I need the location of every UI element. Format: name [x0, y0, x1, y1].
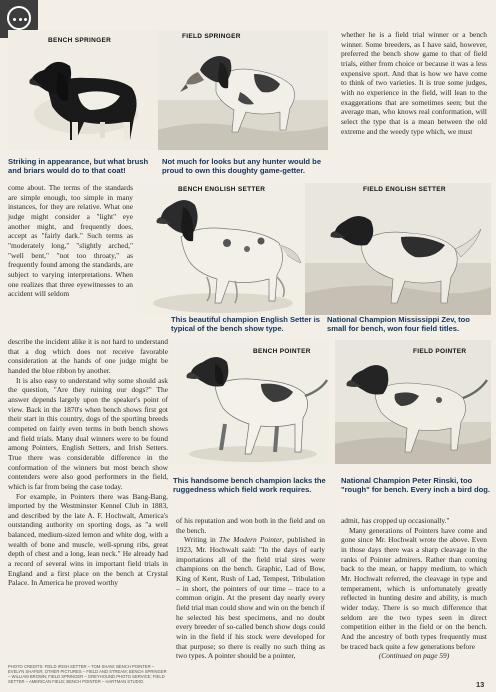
caption-bench-pointer: This handsome bench champion lacks the ruggedness which field work requires. [173, 476, 326, 495]
page-number: 13 [476, 680, 485, 689]
caption-bench-springer: Striking in appearance, but what brush and briars would do to that coat! [8, 157, 149, 176]
bench-pointer-photo [169, 340, 329, 464]
book-title: The Modern Pointer [218, 535, 283, 545]
article-text-right [341, 516, 487, 661]
field-pointer-photo [335, 340, 491, 464]
article-text-middle [176, 516, 325, 661]
field-springer-photo [158, 30, 328, 150]
field-pointer-label: FIELD POINTER [413, 348, 467, 355]
field-english-setter-photo [305, 183, 491, 315]
caption-field-setter: National Champion Mississippi Zev, too small for bench, won four field titles. [327, 315, 470, 334]
article-text-left-wrap [8, 183, 133, 299]
bench-english-setter-photo [137, 183, 305, 315]
paragraph: come about. The terms of the standards are simple enough, too simple in many instances, for they are relative. What one judge might consider a "light" eye another might, and frequently does, accept as "fairly dark." Such terms as "moderately long," "slightly arched," "well bent," "not too throaty," as frequently found among the standards, are subject to varying interpretations. When one realizes that three eyewitnesses to an accident will seldom [8, 183, 133, 299]
more-options-icon [7, 6, 31, 30]
paragraph: describe the incident alike it is not hard to understand that a dog which does not receive favorable consideration at the hands of one judge might be handed the blue ribbon by another. [8, 337, 168, 375]
continued-note: (Continued on page 59) [378, 651, 450, 661]
field-springer-label: FIELD SPRINGER [182, 33, 241, 40]
bench-springer-label: BENCH SPRINGER [48, 37, 112, 44]
paragraph: Many generations of Pointers have come and gone since Mr. Hochwalt wrote the above. Even in those days there was a sharp cleavage in the ranks of Pointer admirers. Rather than coming back to the mean, or happy medium, to which Mr. Hochwalt referred, the cleavage in type and temperament, which is unfortunately greatly reflected in hunting desire and ability, is much wider today. There is so much difference that seldom are the two types seen in direct competition either in the field or on the bench. And the ancestry of both types frequently must be traced back quite a few generations before [341, 525, 487, 651]
paragraph: For example, in Pointers there was Bang-Bang, imported by the Westminster Kennel Club in 1883, and described by the late A. F. Hochwalt, America's outstanding authority on sporting dogs, as "a well balanced, medium-sized lemon and white dog, with a wealth of bone and muscle, well-sprung ribs, great depth of chest and a long, lean neck." He already had a record of several wins in important field trials in England and a first place on the bench at Crystal Palace. In America he proved worthy [8, 491, 168, 588]
article-text-left [8, 337, 168, 588]
bench-english-setter-label: BENCH ENGLISH SETTER [178, 186, 266, 193]
paragraph: Writing in The Modern Pointer, published in 1923, Mr. Hochwalt said: "In the days of early importations all of the field trial sires were champions on the bench. Graphic, Lad of Bow, King of Kent, Rush of Lad, Tempest, Tribulation – in short, the pointers of our time – trace to a common origin. At the present day nearly every field trial man could show and win on the bench if he selected his best specimens, and no doubt every breeder of so-called bench show dogs could win in the field if his stock were developed for that purpose; so there is really no such thing as two types. A pointer should be a pointer, [176, 535, 326, 661]
photo-credits: PHOTO CREDITS: FIELD IRISH SETTER – TOM SHAW; BENCH POINTER – EVELYN SHAFER; OTHER PICTURES – FIELD AND STREAM; BENCH SPRINGER – WILLIAM BROWN; FIELD SPRINGER – GREYHOUND PHOTO SERVICE; FIELD SETTER – AMERICAN FIELD; BENCH POINTER – HARTMAN STUDIO. [8, 664, 167, 684]
paragraph: of his reputation and won both in the field and on the bench. [176, 516, 325, 535]
paragraph: whether he is a field trial winner or a bench winner. Some breeders, as I have said, however, preferred the bench show game to that of field trials, either from choice or because it was a less expensive sport. And that is how we have come to think of two varieties. It is true some judges, with no experience in the field, will lean to the exaggerations that are sometimes seen; but the average man, who knows real conformation, will select the type that is a mean between the old extreme and the weedy type which, we must [341, 30, 487, 136]
caption-field-springer: Not much for looks but any hunter would be proud to own this doughty game-getter. [162, 157, 322, 176]
field-english-setter-label: FIELD ENGLISH SETTER [363, 186, 446, 193]
paragraph: admit, has cropped up occasionally." [341, 516, 450, 525]
article-text-top-right [341, 30, 487, 136]
caption-field-pointer: National Champion Peter Rinski, too "rough" for bench. Every inch a bird dog. [341, 476, 490, 495]
caption-bench-setter: This beautiful champion English Setter is typical of the bench show type. [171, 315, 320, 334]
bench-springer-photo [8, 30, 158, 150]
paragraph: It is also easy to understand why some should ask the question, "Are they ruining our dogs?" The answer depends largely upon the speaker's point of view. Back in the 1870's when bench shows first got their start in this country, dogs of the sporting breeds competed on fairly even terms in both bench shows and field trials. Many dual winners were to be found among Pointers, English Setters, and Irish Setters. True there was considerable difference in the conformation of the winners but most bench show contenders were also good performers in the field, which is far from being the case today. [8, 375, 168, 491]
bench-pointer-label: BENCH POINTER [253, 348, 311, 355]
